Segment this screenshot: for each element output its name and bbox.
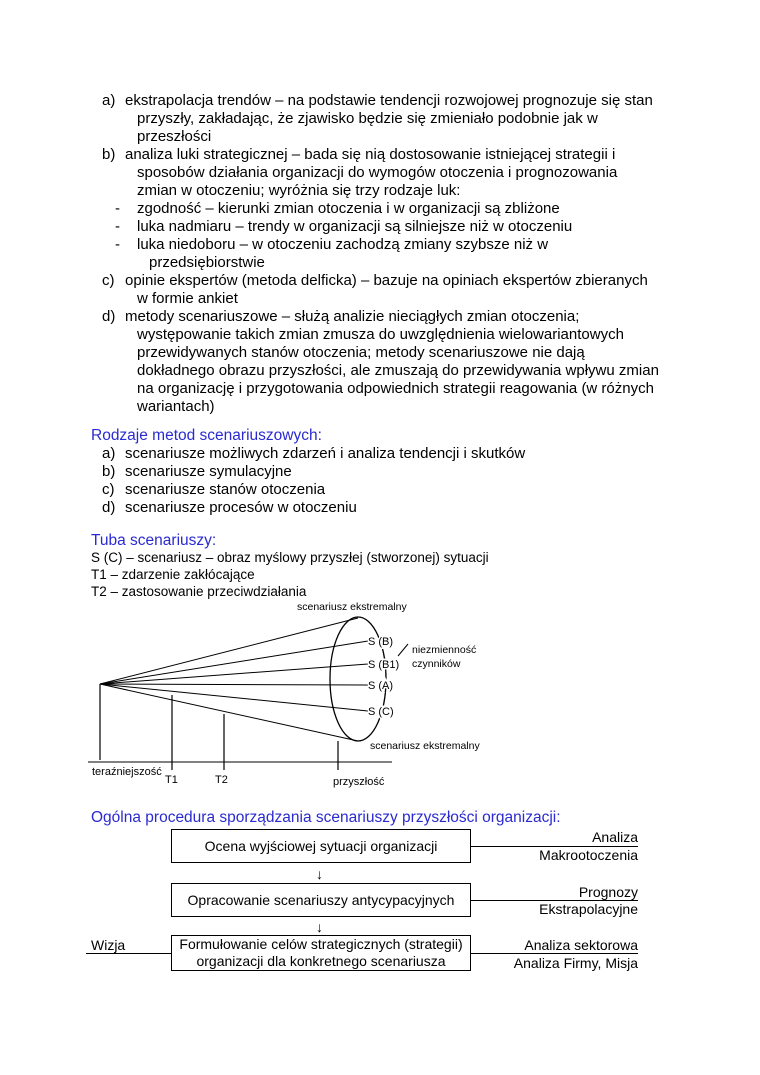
axis-label-present: teraźniejszość (92, 766, 162, 778)
list-line: sposobów działania organizacji do wymogów otoczenia i prognozowania (137, 164, 618, 181)
right-label-top: Analiza (592, 829, 638, 845)
right-label-bottom: Makrootoczenia (539, 847, 638, 863)
list-line: wariantach) (137, 398, 215, 415)
list-line: zmian w otoczeniu; wyróżnia się trzy rodzaje luk: (137, 182, 461, 199)
right-label-bottom: Ekstrapolacyjne (539, 901, 638, 917)
list-marker: d) (102, 308, 116, 325)
list-marker: a) (102, 445, 116, 462)
list-line: przewidywanych stanów otoczenia; metody scenariuszowe nie dają (137, 344, 585, 361)
procedure-box-scenarios: Opracowanie scenariuszy antycypacyjnych (171, 883, 471, 917)
arrow-down-icon: ↓ (316, 866, 323, 882)
list-item: scenariusze możliwych zdarzeń i analiza tendencji i skutków (125, 445, 526, 462)
list-marker: - (115, 236, 120, 253)
list-marker: b) (102, 463, 116, 480)
invariance-pointer (398, 644, 408, 656)
list-line: w formie ankiet (137, 290, 238, 307)
list-marker: b) (102, 146, 116, 163)
axis-label-t2: T2 (215, 774, 228, 786)
list-marker: - (115, 218, 120, 235)
section-heading-scenario-types: Rodzaje metod scenariuszowych: (91, 427, 322, 444)
list-line: przedsiębiorstwie (149, 254, 265, 271)
scenario-label: S (C) (368, 706, 394, 718)
section-heading-procedure: Ogólna procedura sporządzania scenariuszy przyszłości organizacji: (91, 809, 561, 826)
list-line: dokładnego obrazu przyszłości, ale zmuszają do przewidywania wpływu zmian (137, 362, 659, 379)
right-label-top: Analiza sektorowa (524, 937, 638, 953)
right-label-bottom: Analiza Firmy, Misja (513, 955, 638, 971)
definition-line: T2 – zastosowanie przeciwdziałania (91, 584, 307, 599)
definition-line: S (C) – scenariusz – obraz myślowy przyszłej (stworzonej) sytuacji (91, 550, 489, 565)
list-item: scenariusze symulacyjne (125, 463, 292, 480)
list-line: luka nadmiaru – trendy w organizacji są silniejsze niż w otoczeniu (137, 218, 573, 235)
extreme-scenario-top-label: scenariusz ekstremalny (297, 601, 407, 613)
list-line: przeszłości (137, 128, 212, 145)
scenario-label: S (B) (368, 636, 394, 648)
right-label-top: Prognozy (578, 884, 638, 900)
list-line: występowanie takich zmian zmusza do uwzględnienia wielowariantowych (137, 326, 624, 343)
list-line: luka niedoboru – w otoczeniu zachodzą zmiany szybsze niż w (137, 236, 549, 253)
time-markers (100, 684, 338, 770)
list-line: metody scenariuszowe – służą analizie nieciągłych zmian otoczenia; (125, 308, 580, 325)
list-marker: a) (102, 92, 116, 109)
list-line: ekstrapolacja trendów – na podstawie tendencji rozwojowej prognozuje się stan (125, 92, 653, 109)
axis-label-future: przyszłość (333, 776, 385, 788)
section-heading-scenario-tube: Tuba scenariuszy: (91, 532, 217, 549)
procedure-box-assessment: Ocena wyjściowej sytuacji organizacji (171, 829, 471, 863)
vision-label: Wizja (91, 937, 126, 953)
connector-line (471, 953, 638, 954)
list-marker: c) (102, 481, 115, 498)
list-marker: - (115, 200, 120, 217)
procedure-box-goals-line: organizacji dla konkretnego scenariusza (196, 953, 446, 969)
invariance-label: czynników (412, 658, 461, 670)
arrow-down-icon: ↓ (316, 919, 323, 935)
list-line: przyszły, zakładając, że zjawisko będzie się zmieniało podobnie jak w (137, 110, 598, 127)
cone-lines (100, 618, 368, 741)
procedure-box-goals-line: Formułowanie celów strategicznych (strategii) (179, 936, 463, 952)
scenario-label: S (B1) (368, 659, 400, 671)
list-line: na organizację i przygotowania odpowiednich strategii reagowania (w różnych (137, 380, 654, 397)
list-item: scenariusze stanów otoczenia (125, 481, 326, 498)
list-marker: d) (102, 499, 116, 516)
list-item: scenariusze procesów w otoczeniu (125, 499, 357, 516)
extreme-scenario-bottom-label: scenariusz ekstremalny (370, 740, 480, 752)
list-line: analiza luki strategicznej – bada się nią dostosowanie istniejącej strategii i (125, 146, 616, 163)
list-line: zgodność – kierunki zmian otoczenia i w organizacji są zbliżone (137, 200, 560, 217)
list-marker: c) (102, 272, 115, 289)
procedure-box-goals (171, 935, 471, 971)
invariance-label: niezmienność (412, 644, 477, 656)
axis-label-t1: T1 (165, 774, 178, 786)
connector-line (86, 953, 171, 954)
definition-line: T1 – zdarzenie zakłócające (91, 567, 255, 582)
scenario-label: S (A) (368, 680, 394, 692)
list-line: opinie ekspertów (metoda delficka) – bazuje na opiniach ekspertów zbieranych (125, 272, 648, 289)
